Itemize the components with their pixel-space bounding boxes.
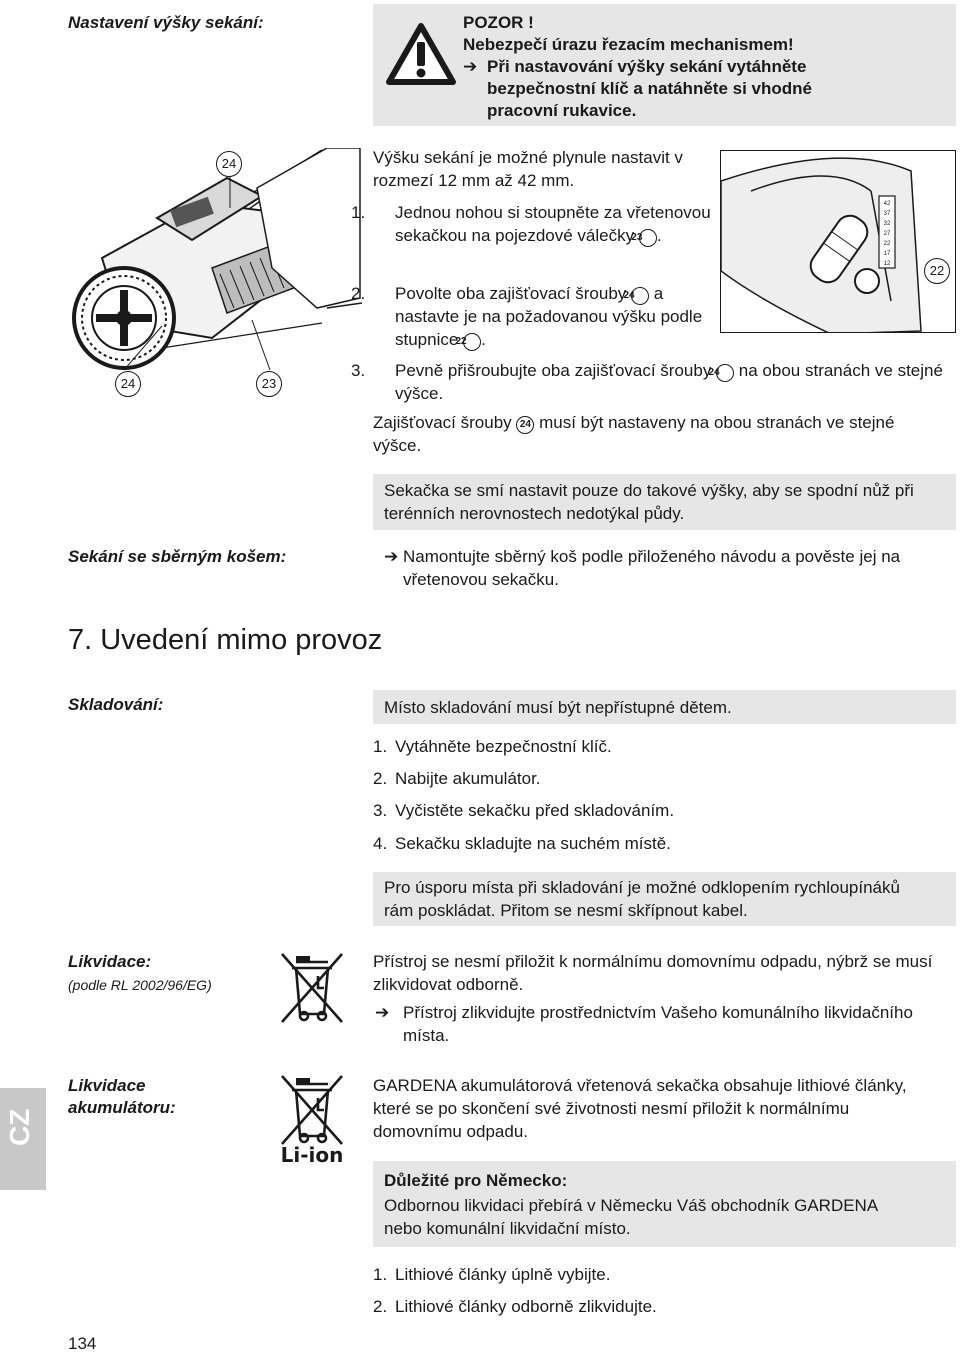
height-note-2: Sekačka se smí nastavit pouze do takové výšky, aby se spodní nůž při terénních nerovnostech nedotýkal půdy. (384, 481, 914, 523)
callout-24-top: 24 (216, 151, 242, 177)
warning-line: Nebezpečí úrazu řezacím mechanismem! (463, 35, 794, 54)
arrow-right-icon: ➔ (384, 547, 399, 566)
step-text: Pevně přišroubujte oba zajišťovací šrouby (395, 361, 712, 380)
ref-24: 24 (516, 416, 534, 434)
warning-title: POZOR ! (463, 13, 534, 32)
battery-text: GARDENA akumulátorová vřetenová sekačka obsahuje lithiové články, které se po skončení své životnosti nesmí přiložit k normálnímu domovnímu odpadu. (373, 1076, 907, 1141)
arrow-right-icon: ➔ (463, 57, 478, 76)
germany-title: Důležité pro Německo: (384, 1171, 568, 1190)
storage-step (373, 735, 612, 758)
step-text: a nastavte je na požadovanou výšku podle stupnice (395, 284, 703, 349)
step-text: Povolte oba zajišťovací šrouby (395, 284, 627, 303)
step-text: Lithiové články úplně vybijte. (395, 1265, 611, 1284)
scale-drawing (721, 151, 956, 333)
storage-box (373, 690, 956, 724)
scale-mark: 32 (883, 221, 891, 227)
step-text: na obou stranách ve stejné výšce. (395, 361, 943, 403)
crossed-bin-icon (278, 1070, 346, 1146)
section-label-height: Nastavení výšky sekání: (68, 13, 264, 32)
germany-text: Odbornou likvidaci přebírá v Německu Váš obchodník GARDENA nebo komunální likvidační místo. (384, 1196, 878, 1238)
section-label-battery-2: akumulátoru: (68, 1098, 176, 1117)
disposal-directive: (podle RL 2002/96/EG) (68, 977, 212, 993)
battery-step (373, 1263, 610, 1286)
section-label-storage: Skladování: (68, 695, 164, 714)
scale-mark: 17 (883, 251, 891, 257)
scale-marks (879, 199, 895, 269)
height-note-1 (373, 411, 933, 457)
step-text: Vyčistěte sekačku před skladováním. (395, 801, 675, 820)
step-number: 2. (351, 284, 366, 303)
height-intro: Výšku sekání je možné plynule nastavit v rozmezí 12 mm až 42 mm. (373, 148, 683, 190)
section-label-collector: Sekání se sběrným košem: (68, 547, 287, 566)
ref-24: 24 (631, 287, 649, 305)
scale-mark: 37 (883, 211, 891, 217)
step-text: Vytáhněte bezpečnostní klíč. (395, 737, 612, 756)
callout-23: 23 (256, 371, 282, 397)
step-text: Nabijte akumulátor. (395, 769, 541, 788)
collector-action (373, 545, 960, 591)
callout-24-bottom: 24 (115, 371, 141, 397)
section-label-disposal: Likvidace: (68, 952, 152, 971)
scale-mark: 22 (883, 241, 891, 247)
disposal-text: Přístroj se nesmí přiložit k normálnímu domovnímu odpadu, nýbrž se musí zlikvidovat odborně. (373, 952, 933, 994)
step-number: 1. (351, 203, 366, 222)
scale-mark: 27 (883, 231, 891, 237)
ref-24: 24 (716, 364, 734, 382)
ref-22: 22 (463, 333, 481, 351)
arrow-right-icon: ➔ (375, 1003, 390, 1022)
scale-illustration (720, 150, 956, 333)
step-text: Jednou nohou si stoupněte za vřetenovou sekačkou na pojezdové válečky (395, 203, 711, 245)
scale-mark: 42 (883, 201, 891, 207)
storage-note-box (373, 872, 956, 926)
storage-note: Pro úsporu místa při skladování je možné odklopením rychloupínáků rám poskládat. Přitom se nesmí skřípnout kabel. (384, 878, 900, 920)
height-step-2: 2. Povolte oba zajišťovací šrouby 24 a nastavte je na požadovanou výšku podle stupnice 22 . (351, 284, 703, 349)
disposal-action-text: Přístroj zlikvidujte prostřednictvím Vašeho komunálního likvidačního místa. (403, 1003, 913, 1045)
section-label-battery: Likvidace (68, 1076, 146, 1095)
height-step-3 (351, 359, 955, 405)
step-text: Sekačku skladujte na suchém místě. (395, 834, 671, 853)
warning-triangle-icon (385, 22, 457, 86)
language-tab-label: CZ (4, 1108, 35, 1146)
height-note-box (373, 474, 956, 530)
scale-mark: 12 (883, 261, 891, 267)
step-number: 3. (373, 801, 388, 820)
li-ion-label: Li-ion (280, 1143, 344, 1167)
step-number: 1. (373, 737, 388, 756)
storage-step (373, 832, 671, 855)
storage-step (373, 767, 541, 790)
step-text: Lithiové články odborně zlikvidujte. (395, 1297, 657, 1316)
height-step-1: 1. Jednou nohou si stoupněte za vřetenovou sekačkou na pojezdové válečky 23 . (351, 203, 711, 245)
step-number: 2. (373, 1297, 388, 1316)
mower-illustration (62, 148, 362, 408)
callout-22: 22 (924, 258, 950, 284)
crossed-bin-icon (278, 948, 346, 1024)
warning-action (463, 56, 863, 122)
step-number: 3. (351, 361, 366, 380)
note-text: musí být nastaveny na obou stranách ve stejné výšce. (373, 413, 895, 455)
chapter-heading: 7. Uvedení mimo provoz (68, 624, 383, 656)
language-tab (0, 1088, 46, 1190)
warning-box (373, 4, 956, 126)
warning-action-text: Při nastavování výšky sekání vytáhněte bezpečnostní klíč a natáhněte si vhodné pracovní rukavice. (487, 57, 812, 120)
battery-step (373, 1295, 657, 1318)
step-number: 1. (373, 1265, 388, 1284)
note-text: Zajišťovací šrouby (373, 413, 512, 432)
storage-box-text: Místo skladování musí být nepřístupné dětem. (384, 698, 732, 717)
page-number: 134 (68, 1334, 97, 1353)
collector-text: Namontujte sběrný koš podle přiloženého návodu a pověste jej na vřetenovou sekačku. (403, 547, 901, 589)
ref-23: 23 (639, 229, 657, 247)
step-number: 2. (373, 769, 388, 788)
disposal-action (373, 1001, 923, 1047)
step-number: 4. (373, 834, 388, 853)
storage-step (373, 799, 674, 822)
germany-box (373, 1161, 956, 1247)
